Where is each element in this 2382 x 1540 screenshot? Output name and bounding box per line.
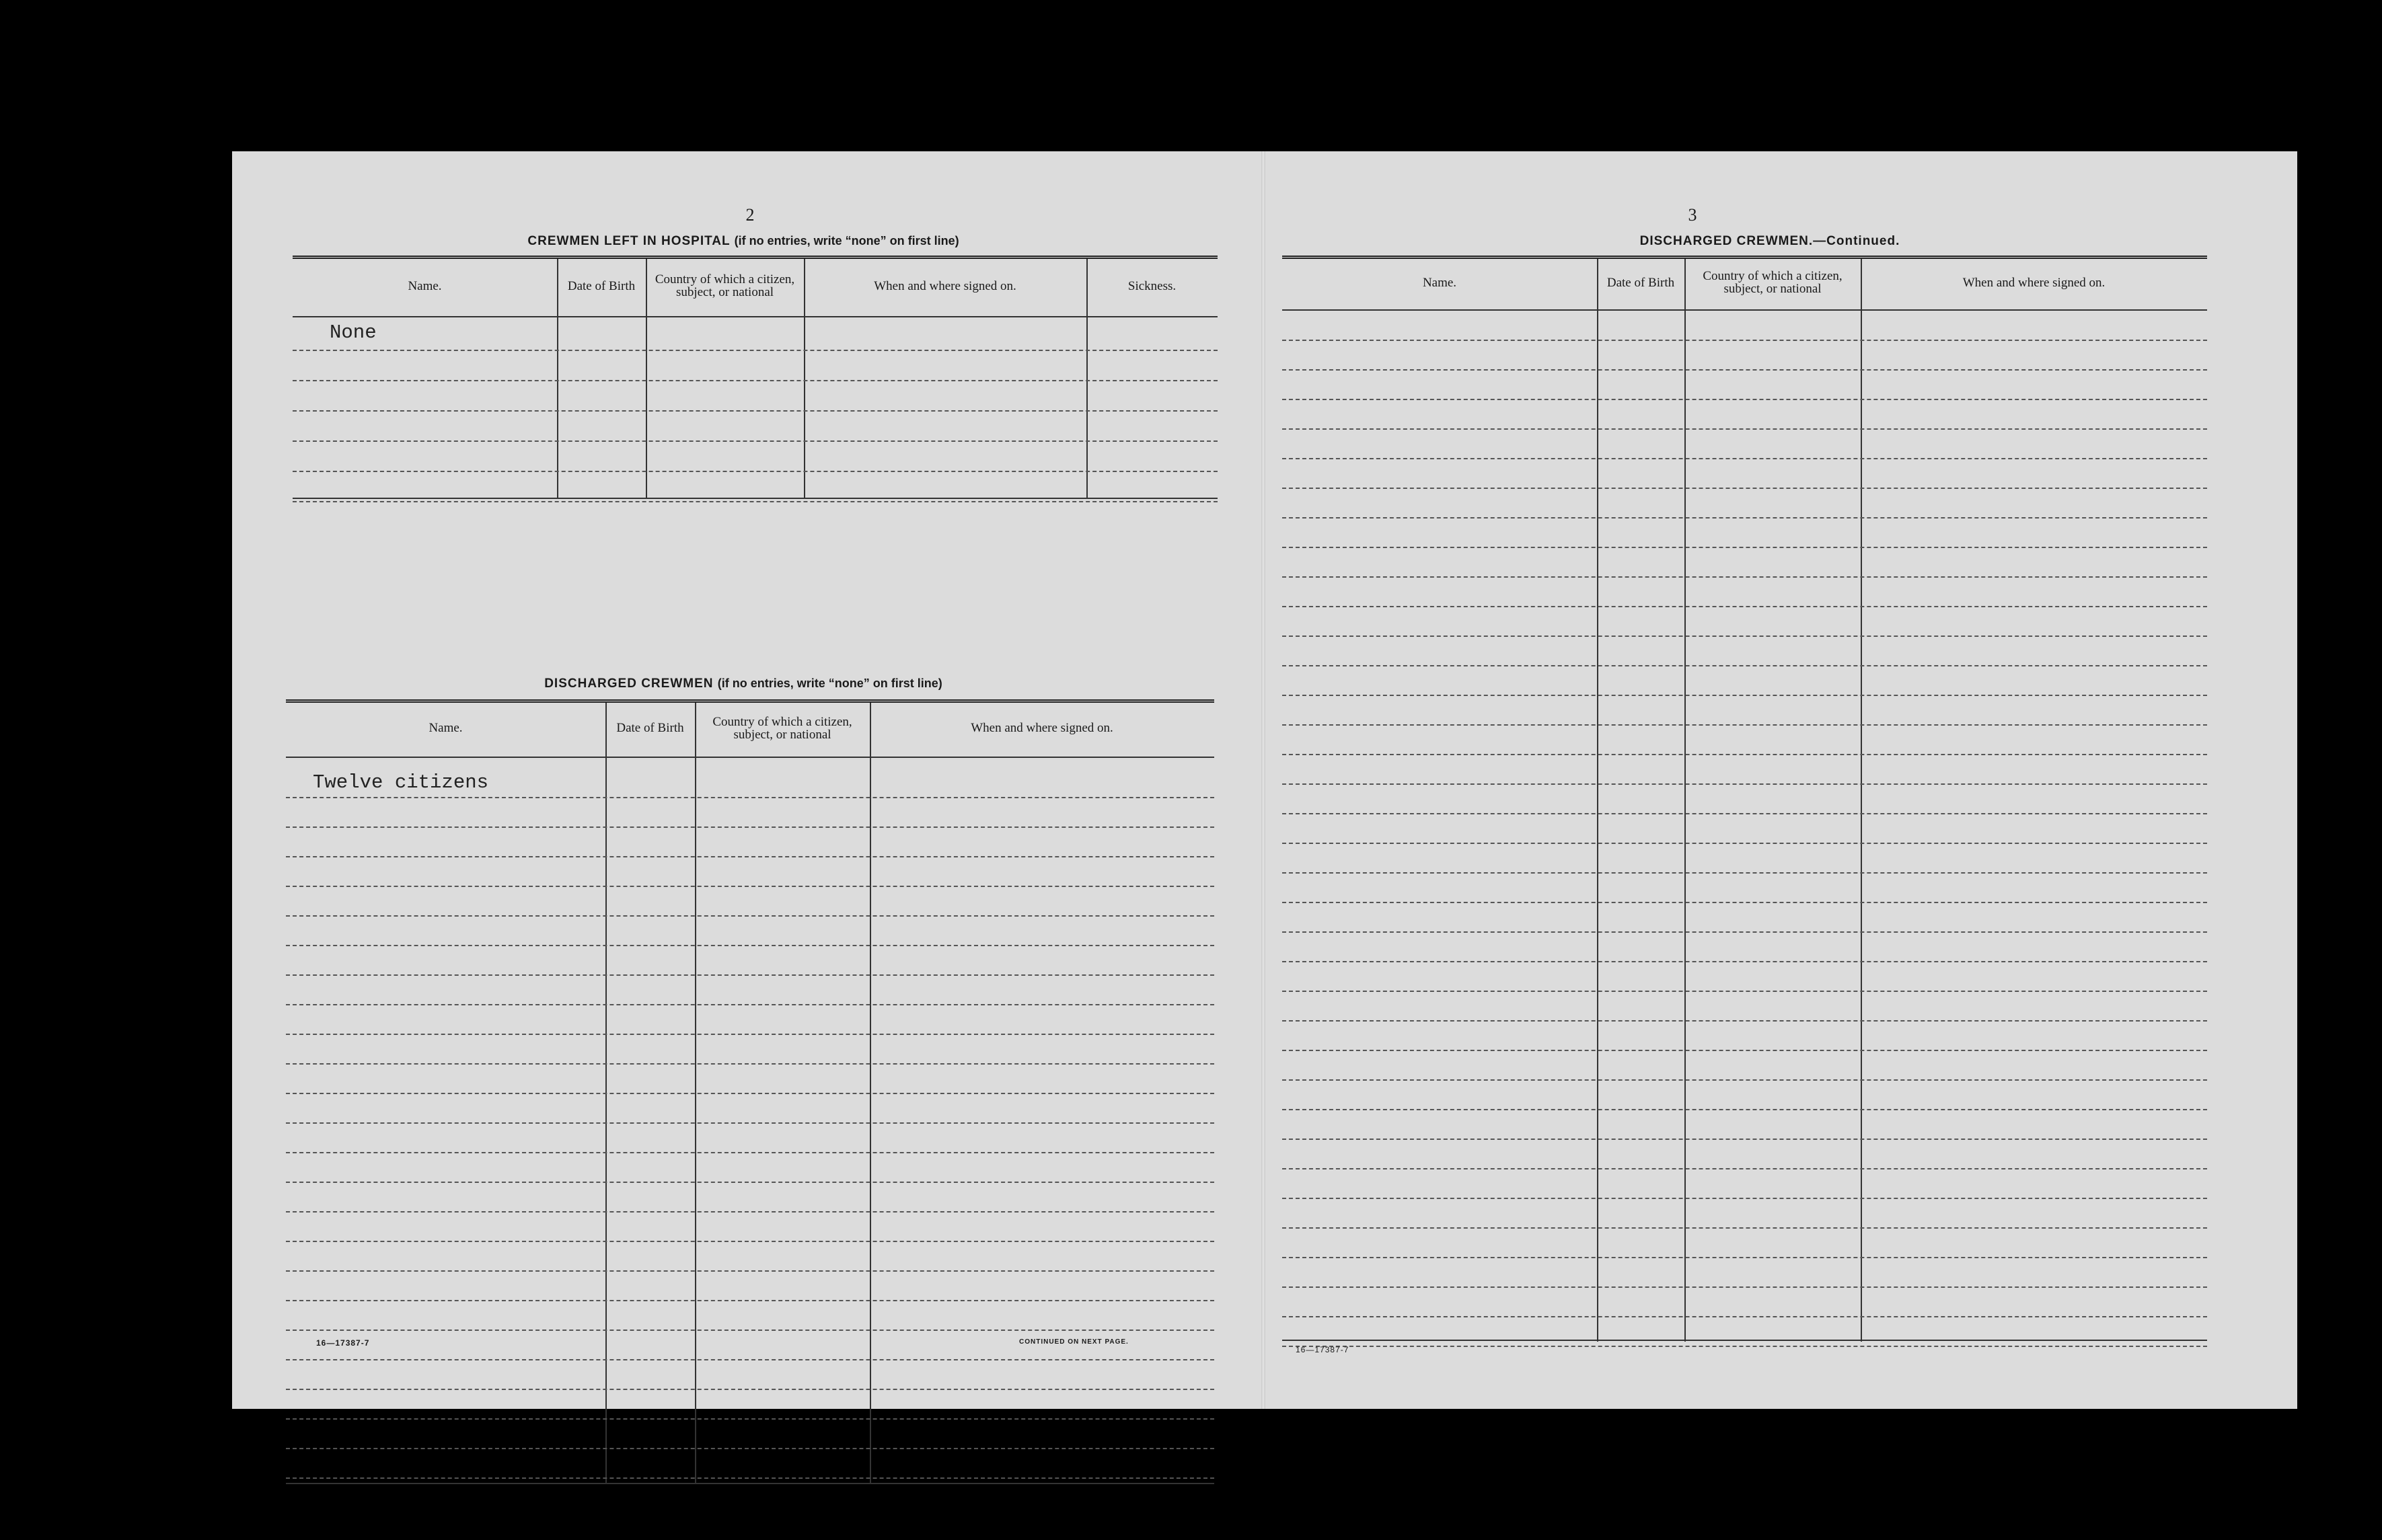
entry-line — [1282, 369, 2207, 371]
column-divider — [804, 259, 805, 498]
col-header-date-of-birth: Date of Birth — [567, 278, 636, 293]
column-divider — [1086, 259, 1088, 498]
entry-line — [286, 1359, 1214, 1360]
hospital-instruction: (if no entries, write “none” on first line) — [734, 234, 959, 247]
col-header-signed-on: When and where signed on. — [1962, 275, 2106, 290]
col-header-country: Country of which a citizen, subject, or national — [712, 714, 852, 742]
column-divider — [1861, 259, 1862, 1342]
col-header-name: Name. — [1422, 275, 1457, 290]
discharged-title: DISCHARGED CREWMEN — [544, 677, 714, 691]
header-bottom-rule — [286, 757, 1214, 758]
entry-line — [293, 501, 1218, 502]
entry-line — [1282, 931, 2207, 933]
entry-line — [286, 1330, 1214, 1331]
entry-line — [1282, 783, 2207, 785]
entry-line — [286, 826, 1214, 828]
entry-line — [293, 471, 1218, 472]
entry-line — [1282, 458, 2207, 459]
entry-line — [286, 1093, 1214, 1094]
col-header-country: Country of which a citizen, subject, or national — [655, 272, 795, 299]
entry-line — [1282, 399, 2207, 400]
entry-line — [1282, 813, 2207, 814]
entry-line — [286, 945, 1214, 946]
discharged-table — [286, 699, 1214, 1486]
table-bottom-rule — [293, 498, 1218, 499]
entry-line — [1282, 872, 2207, 874]
discharged-continued-table — [1282, 256, 2207, 1358]
entry-line — [1282, 1316, 2207, 1317]
table-bottom-rule — [1282, 1340, 2207, 1341]
entry-line — [1282, 724, 2207, 726]
entry-line — [1282, 340, 2207, 341]
entry-line — [293, 350, 1218, 351]
entry-line — [1282, 576, 2207, 578]
entry-line — [1282, 636, 2207, 637]
discharged-instruction: (if no entries, write “none” on first line) — [717, 677, 942, 690]
entry-line — [286, 974, 1214, 976]
entry-line — [286, 1270, 1214, 1272]
col-header-country: Country of which a citizen, subject, or national — [1703, 269, 1843, 296]
entry-line — [1282, 991, 2207, 992]
col-header-name: Name. — [429, 721, 463, 735]
entry-line — [286, 1152, 1214, 1153]
entry-line — [286, 1477, 1214, 1479]
entry-line — [1282, 695, 2207, 696]
entry-line — [1282, 843, 2207, 844]
right-page — [1265, 151, 2297, 1409]
entry-line — [1282, 488, 2207, 489]
entry-line — [1282, 1286, 2207, 1288]
column-divider — [646, 259, 647, 498]
entry-line — [1282, 1050, 2207, 1051]
entry-line — [1282, 1227, 2207, 1229]
entry-line — [286, 1034, 1214, 1035]
left-page — [232, 151, 1261, 1409]
right-page-title: DISCHARGED CREWMEN.—Continued. — [1639, 234, 1900, 248]
entry-line — [286, 1122, 1214, 1124]
col-header-signed-on: When and where signed on. — [874, 278, 1016, 293]
column-divider — [557, 259, 558, 498]
entry-line — [286, 1063, 1214, 1065]
page-number: 3 — [1688, 205, 1697, 225]
entry-line — [1282, 1139, 2207, 1140]
section-title-discharged — [259, 677, 1228, 691]
entry-line — [1282, 606, 2207, 607]
entry-line — [286, 1241, 1214, 1242]
entry-line — [1282, 547, 2207, 548]
header-bottom-rule — [1282, 309, 2207, 311]
hospital-table — [293, 256, 1218, 501]
entry-line — [286, 797, 1214, 798]
document-sheet — [232, 151, 2297, 1409]
hospital-title: CREWMEN LEFT IN HOSPITAL — [527, 234, 731, 248]
entry-line — [1282, 1168, 2207, 1169]
entry-line — [1282, 665, 2207, 666]
col-header-name: Name. — [408, 278, 442, 293]
entry-line — [1282, 1079, 2207, 1081]
discharged-entry-name: Twelve citizens — [313, 771, 489, 794]
entry-line — [1282, 1020, 2207, 1022]
entry-line — [286, 1448, 1214, 1449]
col-header-date-of-birth: Date of Birth — [1606, 275, 1675, 290]
entry-line — [286, 1418, 1214, 1420]
table-bottom-rule — [286, 1483, 1214, 1484]
entry-line — [1282, 428, 2207, 430]
entry-line — [1282, 517, 2207, 518]
page-number: 2 — [745, 205, 755, 225]
entry-line — [286, 886, 1214, 887]
entry-line — [286, 1004, 1214, 1005]
entry-line — [1282, 1346, 2207, 1347]
entry-line — [286, 1300, 1214, 1301]
form-code: 16—17387-7 — [1296, 1345, 1349, 1354]
entry-line — [1282, 961, 2207, 962]
column-divider — [1597, 259, 1598, 1342]
header-bottom-rule — [293, 316, 1218, 317]
entry-line — [293, 440, 1218, 442]
entry-line — [1282, 1109, 2207, 1110]
col-header-signed-on: When and where signed on. — [971, 721, 1113, 735]
entry-line — [1282, 902, 2207, 903]
entry-line — [1282, 754, 2207, 755]
entry-line — [1282, 1198, 2207, 1199]
entry-line — [286, 1389, 1214, 1390]
entry-line — [286, 915, 1214, 917]
entry-line — [286, 856, 1214, 857]
form-code: 16—17387-7 — [316, 1338, 370, 1348]
entry-line — [286, 1211, 1214, 1212]
hospital-entry-name: None — [330, 321, 377, 344]
entry-line — [293, 410, 1218, 412]
column-divider — [1684, 259, 1686, 1342]
col-header-date-of-birth: Date of Birth — [616, 721, 684, 735]
entry-line — [286, 1182, 1214, 1183]
continued-note: CONTINUED ON NEXT PAGE. — [1019, 1338, 1129, 1346]
entry-line — [293, 380, 1218, 381]
entry-line — [1282, 1257, 2207, 1258]
col-header-sickness: Sickness. — [1127, 278, 1177, 293]
section-title-hospital — [259, 234, 1228, 249]
